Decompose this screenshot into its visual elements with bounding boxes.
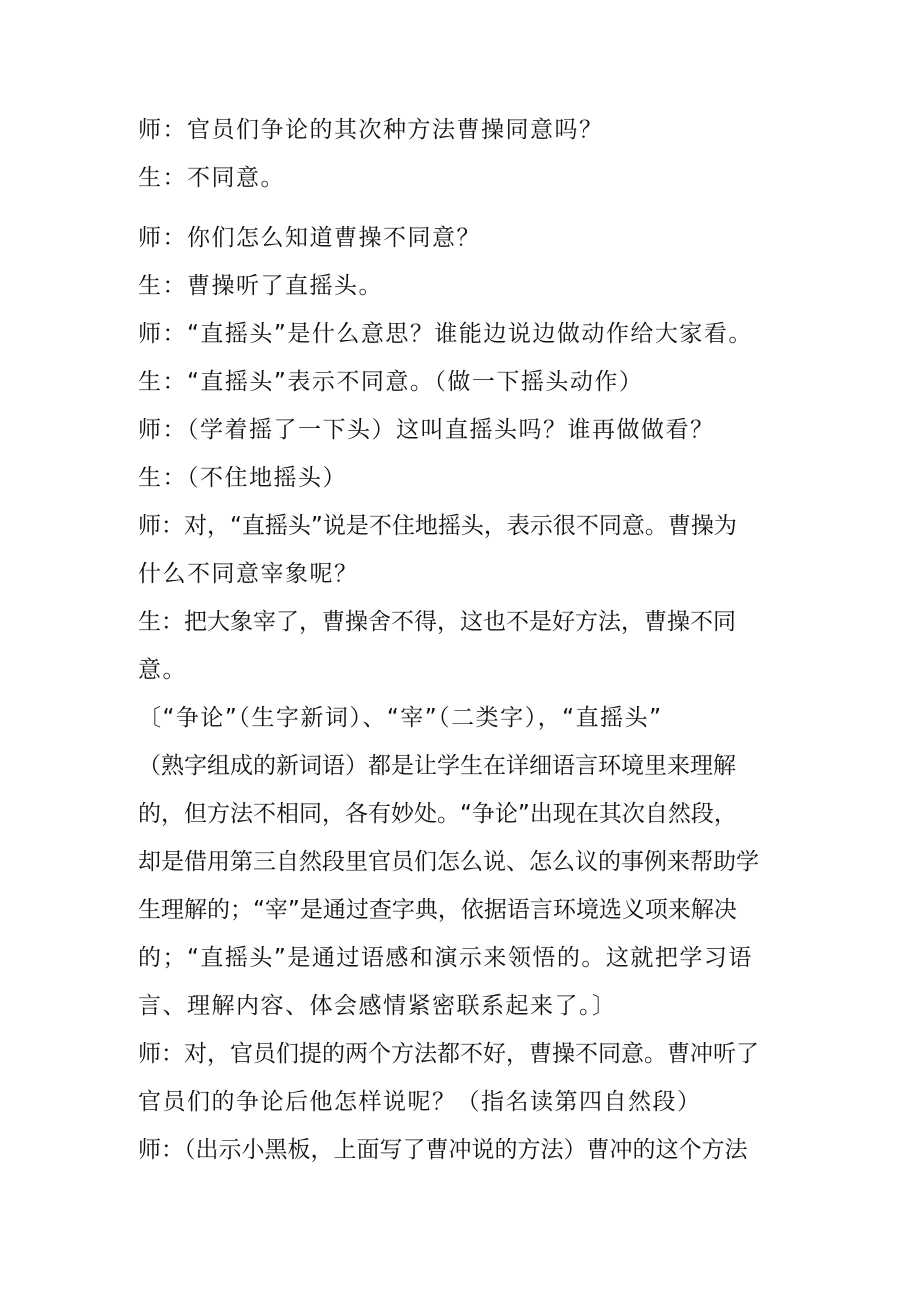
text-line: 生：（不住地摇头） <box>138 465 347 491</box>
commentary-line: 的；“直摇头”是通过语感和演示来领悟的。这就把学习语 <box>138 945 753 971</box>
commentary-line: 却是借用第三自然段里官员们怎么说、怎么议的事例来帮助学 <box>138 849 759 875</box>
text-line: 师：对，官员们提的两个方法都不好，曹操不同意。曹冲听了 <box>138 1041 759 1067</box>
commentary-line: 的，但方法不相同，各有妙处。“争论”出现在其次自然段， <box>138 801 737 827</box>
commentary-line: 生理解的；“宰”是通过查字典，依据语言环境选义项来解决 <box>138 897 737 923</box>
text-line: 生：曹操听了直摇头。 <box>138 273 383 299</box>
text-line: 师：“直摇头”是什么意思？谁能边说边做动作给大家看。 <box>138 321 753 347</box>
text-line: 意。 <box>138 657 187 683</box>
text-line: 什么不同意宰象呢？ <box>138 561 359 587</box>
text-line: 师：对，“直摇头”说是不住地摇头，表示很不同意。曹操为 <box>138 513 737 539</box>
text-line: 师：官员们争论的其次种方法曹操同意吗？ <box>138 117 604 143</box>
text-line: 师：（出示小黑板，上面写了曹冲说的方法）曹冲的这个方法 <box>138 1137 748 1163</box>
text-line: 生：“直摇头”表示不同意。（做一下摇头动作） <box>138 369 644 395</box>
commentary-line: 〔“争论”（生字新词）、“宰”（二类字），“直摇头” <box>138 705 663 731</box>
text-line: 生：不同意。 <box>138 165 285 191</box>
commentary-line: （熟字组成的新词语）都是让学生在详细语言环境里来理解 <box>138 753 736 779</box>
text-line: 官员们的争论后他怎样说呢？（指名读第四自然段） <box>138 1089 702 1115</box>
text-line: 生：把大象宰了，曹操舍不得，这也不是好方法，曹操不同 <box>138 609 736 635</box>
text-line: 师：（学着摇了一下头）这叫直摇头吗？谁再做做看？ <box>138 417 715 443</box>
text-line: 师：你们怎么知道曹操不同意？ <box>138 225 481 251</box>
commentary-line: 言、理解内容、体会感情紧密联系起来了。〕 <box>138 993 617 1019</box>
